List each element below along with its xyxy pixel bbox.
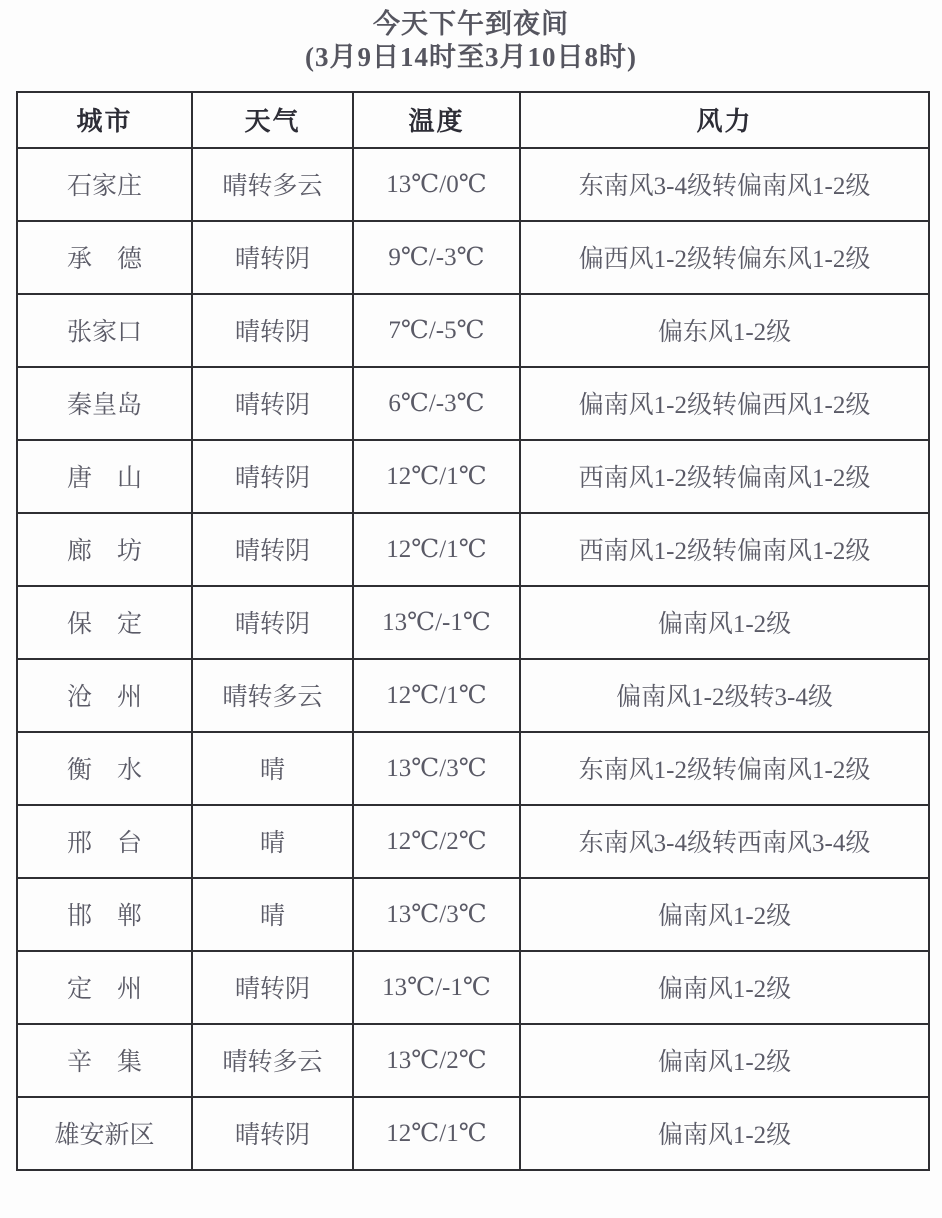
table-row bbox=[17, 659, 929, 732]
temperature-cell: 13℃/-1℃ bbox=[353, 586, 520, 659]
weather-cell: 晴 bbox=[192, 805, 353, 878]
title-line-2: (3月9日14时至3月10日8时) bbox=[305, 41, 637, 72]
table-row bbox=[17, 367, 929, 440]
temperature-cell: 12℃/1℃ bbox=[353, 659, 520, 732]
table-row bbox=[17, 148, 929, 221]
weather-cell: 晴转阴 bbox=[192, 513, 353, 586]
city-cell: 张家口 bbox=[17, 294, 192, 367]
weather-cell: 晴 bbox=[192, 878, 353, 951]
title-line-1: 今天下午到夜间 bbox=[373, 9, 569, 39]
wind-cell: 偏南风1-2级转3-4级 bbox=[520, 659, 929, 732]
city-cell: 沧 州 bbox=[17, 659, 192, 732]
table-row bbox=[17, 440, 929, 513]
column-header: 城市 bbox=[17, 92, 192, 148]
table-row bbox=[17, 732, 929, 805]
column-header: 温度 bbox=[353, 92, 520, 148]
city-cell: 邯 郸 bbox=[17, 878, 192, 951]
wind-cell: 偏南风1-2级 bbox=[520, 951, 929, 1024]
temperature-cell: 13℃/-1℃ bbox=[353, 951, 520, 1024]
wind-cell: 偏西风1-2级转偏东风1-2级 bbox=[520, 221, 929, 294]
weather-cell: 晴转阴 bbox=[192, 440, 353, 513]
weather-cell: 晴转多云 bbox=[192, 148, 353, 221]
city-cell: 石家庄 bbox=[17, 148, 192, 221]
wind-cell: 偏南风1-2级转偏西风1-2级 bbox=[520, 367, 929, 440]
forecast-table bbox=[16, 91, 930, 1171]
city-cell: 廊 坊 bbox=[17, 513, 192, 586]
wind-cell: 西南风1-2级转偏南风1-2级 bbox=[520, 513, 929, 586]
wind-cell: 偏南风1-2级 bbox=[520, 1097, 929, 1170]
column-header: 天气 bbox=[192, 92, 353, 148]
page-title bbox=[0, 8, 942, 74]
wind-cell: 偏南风1-2级 bbox=[520, 1024, 929, 1097]
table-row bbox=[17, 586, 929, 659]
table-row bbox=[17, 1024, 929, 1097]
temperature-cell: 7℃/-5℃ bbox=[353, 294, 520, 367]
weather-cell: 晴转阴 bbox=[192, 294, 353, 367]
table-row bbox=[17, 294, 929, 367]
temperature-cell: 6℃/-3℃ bbox=[353, 367, 520, 440]
weather-cell: 晴 bbox=[192, 732, 353, 805]
wind-cell: 偏南风1-2级 bbox=[520, 586, 929, 659]
wind-cell: 偏南风1-2级 bbox=[520, 878, 929, 951]
temperature-cell: 13℃/3℃ bbox=[353, 878, 520, 951]
temperature-cell: 13℃/3℃ bbox=[353, 732, 520, 805]
temperature-cell: 12℃/1℃ bbox=[353, 513, 520, 586]
temperature-cell: 12℃/2℃ bbox=[353, 805, 520, 878]
wind-cell: 偏东风1-2级 bbox=[520, 294, 929, 367]
weather-cell: 晴转阴 bbox=[192, 951, 353, 1024]
temperature-cell: 12℃/1℃ bbox=[353, 1097, 520, 1170]
temperature-cell: 9℃/-3℃ bbox=[353, 221, 520, 294]
table-row bbox=[17, 805, 929, 878]
temperature-cell: 12℃/1℃ bbox=[353, 440, 520, 513]
wind-cell: 东南风1-2级转偏南风1-2级 bbox=[520, 732, 929, 805]
table-row bbox=[17, 513, 929, 586]
city-cell: 定 州 bbox=[17, 951, 192, 1024]
city-cell: 衡 水 bbox=[17, 732, 192, 805]
wind-cell: 西南风1-2级转偏南风1-2级 bbox=[520, 440, 929, 513]
weather-cell: 晴转阴 bbox=[192, 221, 353, 294]
weather-cell: 晴转阴 bbox=[192, 1097, 353, 1170]
city-cell: 雄安新区 bbox=[17, 1097, 192, 1170]
city-cell: 邢 台 bbox=[17, 805, 192, 878]
wind-cell: 东南风3-4级转偏南风1-2级 bbox=[520, 148, 929, 221]
table-row bbox=[17, 221, 929, 294]
forecast-table-body bbox=[17, 148, 929, 1170]
wind-cell: 东南风3-4级转西南风3-4级 bbox=[520, 805, 929, 878]
table-row bbox=[17, 1097, 929, 1170]
weather-cell: 晴转多云 bbox=[192, 1024, 353, 1097]
table-row bbox=[17, 878, 929, 951]
weather-cell: 晴转阴 bbox=[192, 586, 353, 659]
city-cell: 唐 山 bbox=[17, 440, 192, 513]
city-cell: 保 定 bbox=[17, 586, 192, 659]
weather-cell: 晴转多云 bbox=[192, 659, 353, 732]
header-row bbox=[17, 92, 929, 148]
temperature-cell: 13℃/2℃ bbox=[353, 1024, 520, 1097]
city-cell: 秦皇岛 bbox=[17, 367, 192, 440]
table-row bbox=[17, 951, 929, 1024]
city-cell: 辛 集 bbox=[17, 1024, 192, 1097]
city-cell: 承 德 bbox=[17, 221, 192, 294]
temperature-cell: 13℃/0℃ bbox=[353, 148, 520, 221]
weather-cell: 晴转阴 bbox=[192, 367, 353, 440]
column-header: 风力 bbox=[520, 92, 929, 148]
